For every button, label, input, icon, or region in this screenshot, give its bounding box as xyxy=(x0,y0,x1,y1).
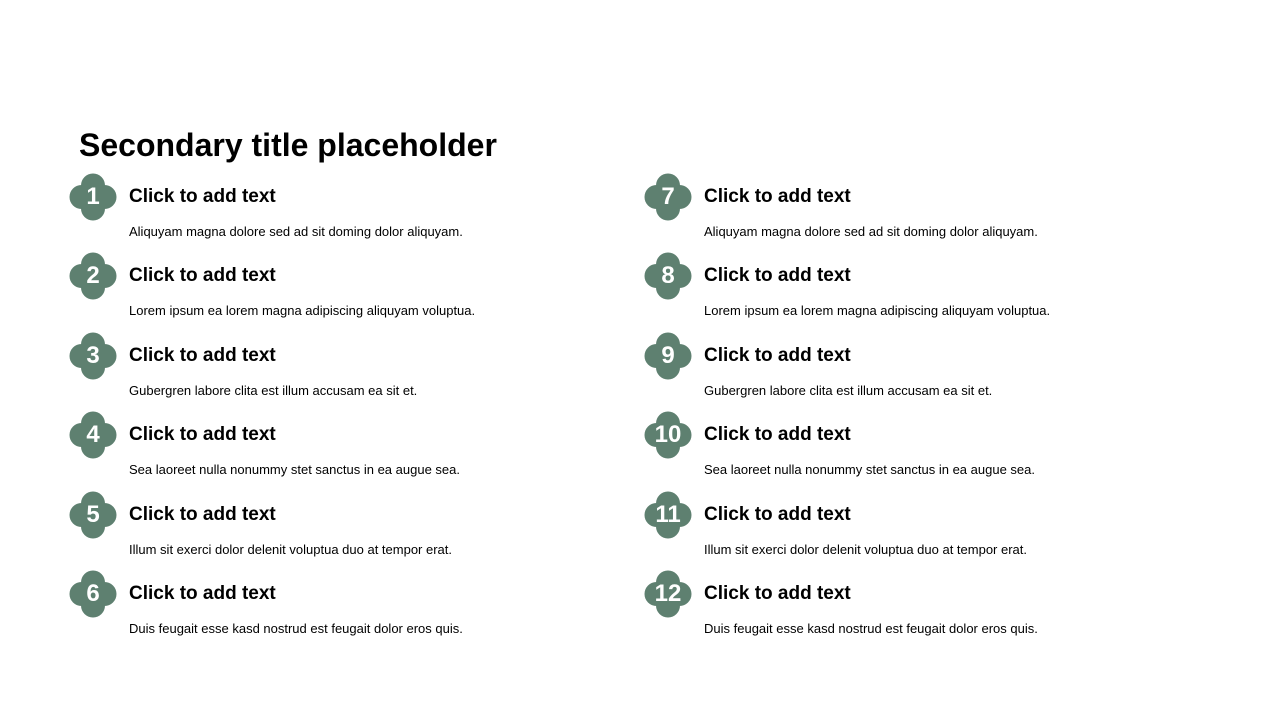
number-badge xyxy=(644,173,692,221)
item-body[interactable]: Illum sit exerci dolor delenit voluptua duo at tempor erat. xyxy=(129,541,453,557)
badge-number: 12 xyxy=(654,579,682,607)
list-item xyxy=(69,491,629,570)
number-badge xyxy=(69,252,117,300)
badge-number: 5 xyxy=(86,500,100,528)
item-body[interactable]: Sea laoreet nulla nonummy stet sanctus in ea augue sea. xyxy=(704,462,1035,478)
badge-number: 2 xyxy=(86,262,100,290)
list-item xyxy=(69,411,629,490)
number-badge xyxy=(644,252,692,300)
badge-number: 6 xyxy=(86,579,100,607)
item-body[interactable]: Duis feugait esse kasd nostrud est feugait dolor eros quis. xyxy=(129,620,463,636)
item-body[interactable]: Lorem ipsum ea lorem magna adipiscing aliquyam voluptua. xyxy=(129,303,476,319)
item-heading[interactable]: Click to add text xyxy=(129,344,276,366)
badge-number: 9 xyxy=(661,341,675,369)
item-body[interactable]: Aliquyam magna dolore sed ad sit doming dolor aliquyam. xyxy=(704,224,1038,239)
item-heading[interactable]: Click to add text xyxy=(704,424,851,446)
number-badge xyxy=(69,173,117,221)
item-body[interactable]: Lorem ipsum ea lorem magna adipiscing aliquyam voluptua. xyxy=(704,303,1051,319)
item-body[interactable]: Aliquyam magna dolore sed ad sit doming dolor aliquyam. xyxy=(129,224,463,239)
list-item xyxy=(644,252,1204,331)
badge-number: 8 xyxy=(661,262,675,290)
list-item xyxy=(69,252,629,331)
number-badge xyxy=(644,411,692,459)
item-heading[interactable]: Click to add text xyxy=(129,186,276,207)
item-heading[interactable]: Click to add text xyxy=(129,582,276,604)
list-item xyxy=(69,570,629,649)
badge-number: 3 xyxy=(86,341,100,369)
badge-number: 4 xyxy=(86,421,100,449)
item-body[interactable]: Gubergren labore clita est illum accusam ea sit et. xyxy=(704,382,993,398)
list-item xyxy=(644,570,1204,649)
item-heading[interactable]: Click to add text xyxy=(704,265,851,287)
item-heading[interactable]: Click to add text xyxy=(704,186,851,207)
item-heading[interactable]: Click to add text xyxy=(129,503,276,525)
list-item xyxy=(644,411,1204,490)
number-badge xyxy=(69,411,117,459)
badge-number: 7 xyxy=(661,183,675,210)
list-item xyxy=(644,173,1204,252)
list-item xyxy=(69,332,629,411)
right-column xyxy=(644,173,1204,649)
slide-title[interactable]: Secondary title placeholder xyxy=(79,127,497,163)
item-heading[interactable]: Click to add text xyxy=(129,424,276,446)
badge-number: 1 xyxy=(86,183,100,210)
badge-number: 10 xyxy=(654,421,682,449)
number-badge xyxy=(69,491,117,539)
item-heading[interactable]: Click to add text xyxy=(129,265,276,287)
item-body[interactable]: Gubergren labore clita est illum accusam ea sit et. xyxy=(129,382,418,398)
number-badge xyxy=(69,332,117,380)
left-column xyxy=(69,173,629,649)
number-badge xyxy=(644,332,692,380)
item-heading[interactable]: Click to add text xyxy=(704,503,851,525)
number-badge xyxy=(69,570,117,618)
item-body[interactable]: Sea laoreet nulla nonummy stet sanctus in ea augue sea. xyxy=(129,462,460,478)
item-heading[interactable]: Click to add text xyxy=(704,582,851,604)
number-badge xyxy=(644,491,692,539)
list-item xyxy=(69,173,629,252)
number-badge xyxy=(644,570,692,618)
badge-number: 11 xyxy=(655,500,681,528)
list-item xyxy=(644,332,1204,411)
item-body[interactable]: Duis feugait esse kasd nostrud est feugait dolor eros quis. xyxy=(704,620,1038,636)
item-body[interactable]: Illum sit exerci dolor delenit voluptua duo at tempor erat. xyxy=(704,541,1028,557)
list-item xyxy=(644,491,1204,570)
item-heading[interactable]: Click to add text xyxy=(704,344,851,366)
